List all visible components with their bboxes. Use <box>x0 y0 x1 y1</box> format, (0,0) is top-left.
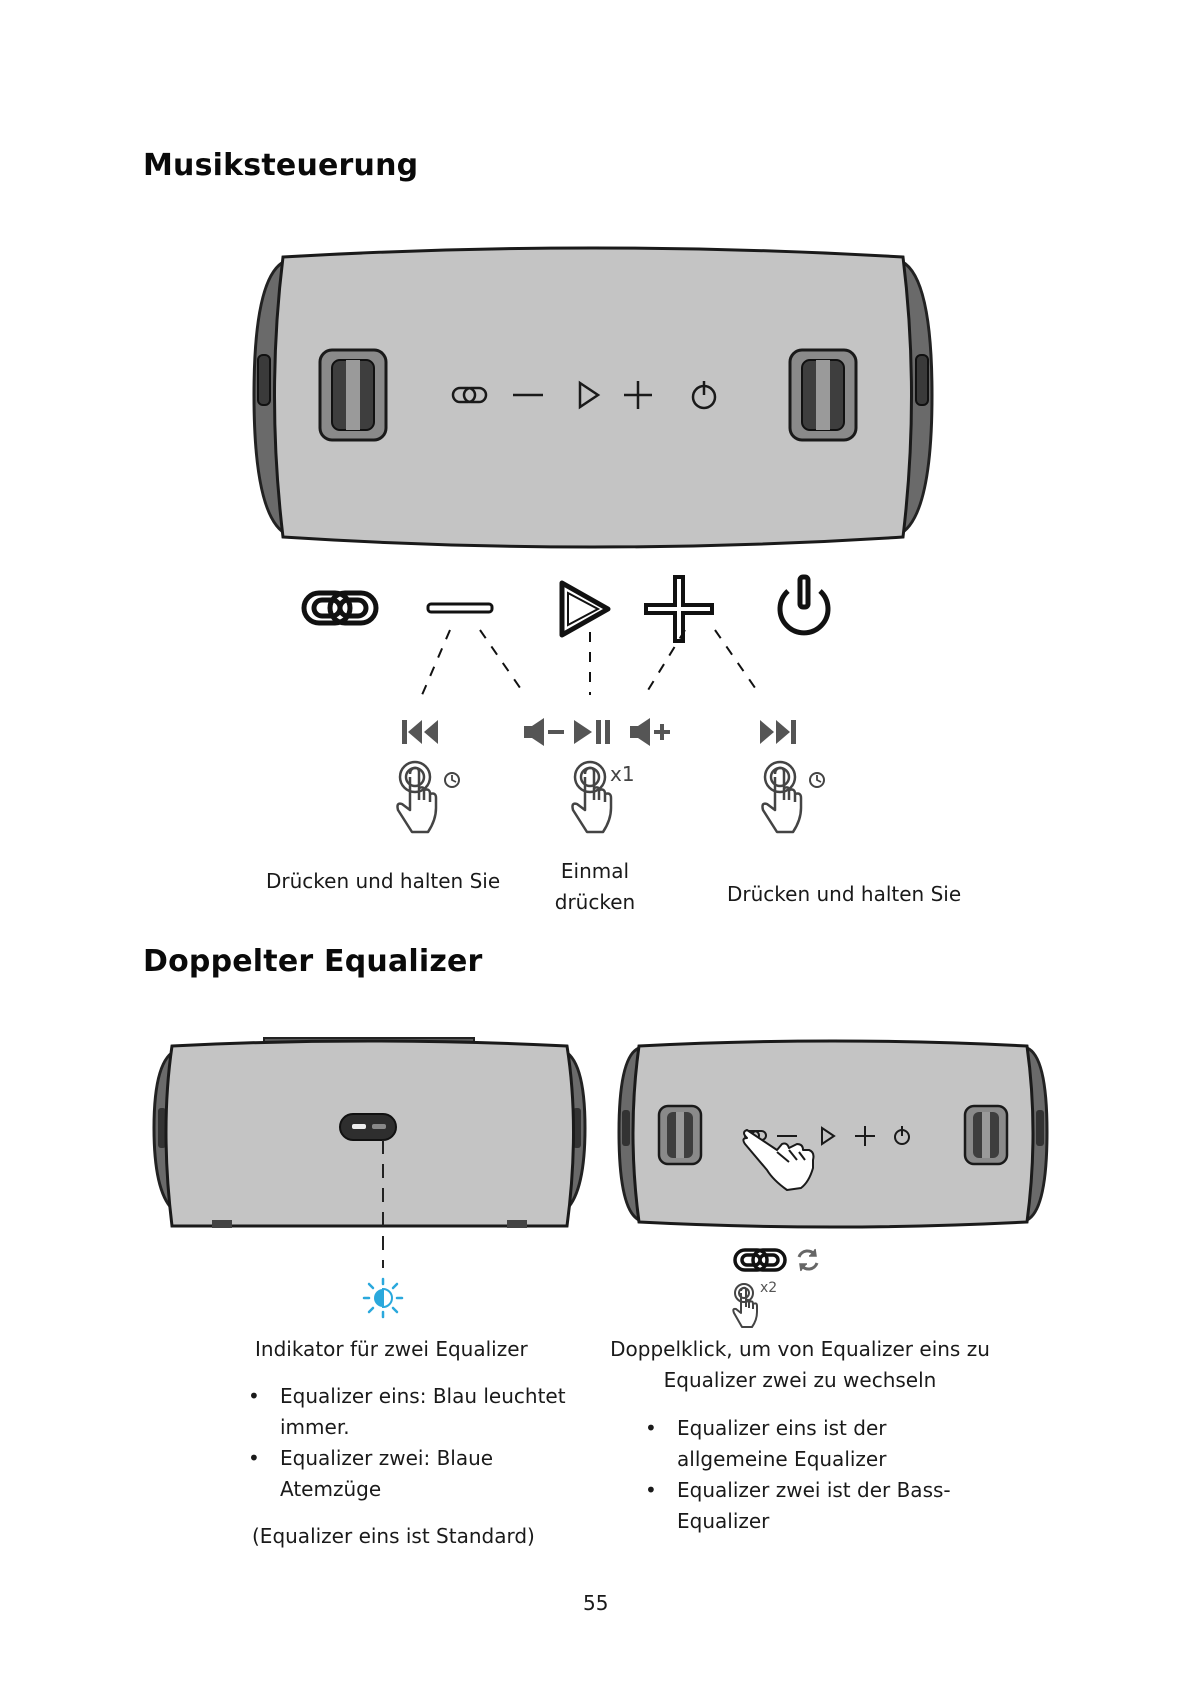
caption-press-once-line2: drücken <box>554 890 636 914</box>
list-item-line: • Equalizer eins ist der <box>677 1416 887 1440</box>
list-item-line: Equalizer <box>677 1509 770 1533</box>
tap-twice-badge: x2 <box>760 1280 778 1296</box>
list-item-line: allgemeine Equalizer <box>677 1447 887 1471</box>
play-pause-icon <box>574 720 610 744</box>
press-hold-hand-icon-right <box>755 760 885 840</box>
list-item <box>248 1381 588 1443</box>
strap-loop-left <box>320 350 386 440</box>
list-item-line: • Equalizer eins: Blau leuchtet <box>280 1384 566 1408</box>
caption-press-hold-left: Drücken und halten Sie <box>266 869 501 893</box>
press-hold-hand-icon <box>390 760 520 840</box>
page-number: 55 <box>583 1591 609 1615</box>
refresh-icon <box>799 1249 817 1271</box>
heading-music-control: Musiksteuerung <box>143 148 419 183</box>
eq-default-note: (Equalizer eins ist Standard) <box>252 1524 535 1548</box>
list-item <box>645 1475 985 1537</box>
blue-light-icon <box>363 1278 403 1318</box>
speaker-rear-view <box>152 1038 587 1228</box>
media-function-row <box>400 715 800 749</box>
caption-press-hold-right: Drücken und halten Sie <box>727 882 962 906</box>
eq-indicator-port <box>340 1114 396 1140</box>
list-item <box>248 1443 588 1505</box>
indicator-dashed-line <box>378 1140 388 1280</box>
list-item-line: immer. <box>280 1415 350 1439</box>
volume-up-icon <box>630 718 670 746</box>
minus-icon <box>428 604 492 612</box>
list-item-line: • Equalizer zwei: Blaue <box>280 1446 494 1470</box>
strap-loop-right <box>790 350 856 440</box>
link-icon <box>304 593 376 623</box>
list-item <box>645 1413 985 1475</box>
list-item-line: • Equalizer zwei ist der Bass- <box>677 1478 951 1502</box>
next-track-icon <box>760 720 796 744</box>
speaker-top-view-small <box>617 1040 1049 1230</box>
eq-indicator-title: Indikator für zwei Equalizer <box>255 1337 528 1361</box>
speaker-top-view <box>248 245 938 550</box>
eq-switch-title-line2: Equalizer zwei zu wechseln <box>663 1368 937 1392</box>
eq-switch-title <box>600 1334 1000 1396</box>
link-icon-small <box>735 1250 785 1270</box>
eq-switch-title-line1: Doppelklick, um von Equalizer eins zu <box>610 1337 990 1361</box>
caption-press-once <box>535 856 655 918</box>
volume-down-icon <box>524 718 564 746</box>
dashed-connectors <box>400 630 780 700</box>
heading-dual-equalizer: Doppelter Equalizer <box>143 944 483 979</box>
tap-once-badge: x1 <box>610 762 635 786</box>
eq-switch-list <box>645 1413 985 1537</box>
eq-indicator-list <box>248 1381 588 1505</box>
previous-track-icon <box>402 720 438 744</box>
link-switch-icons <box>733 1245 828 1275</box>
power-icon <box>780 577 828 633</box>
list-item-line: Atemzüge <box>280 1477 382 1501</box>
play-icon <box>562 583 608 635</box>
caption-press-once-line1: Einmal <box>560 859 630 883</box>
